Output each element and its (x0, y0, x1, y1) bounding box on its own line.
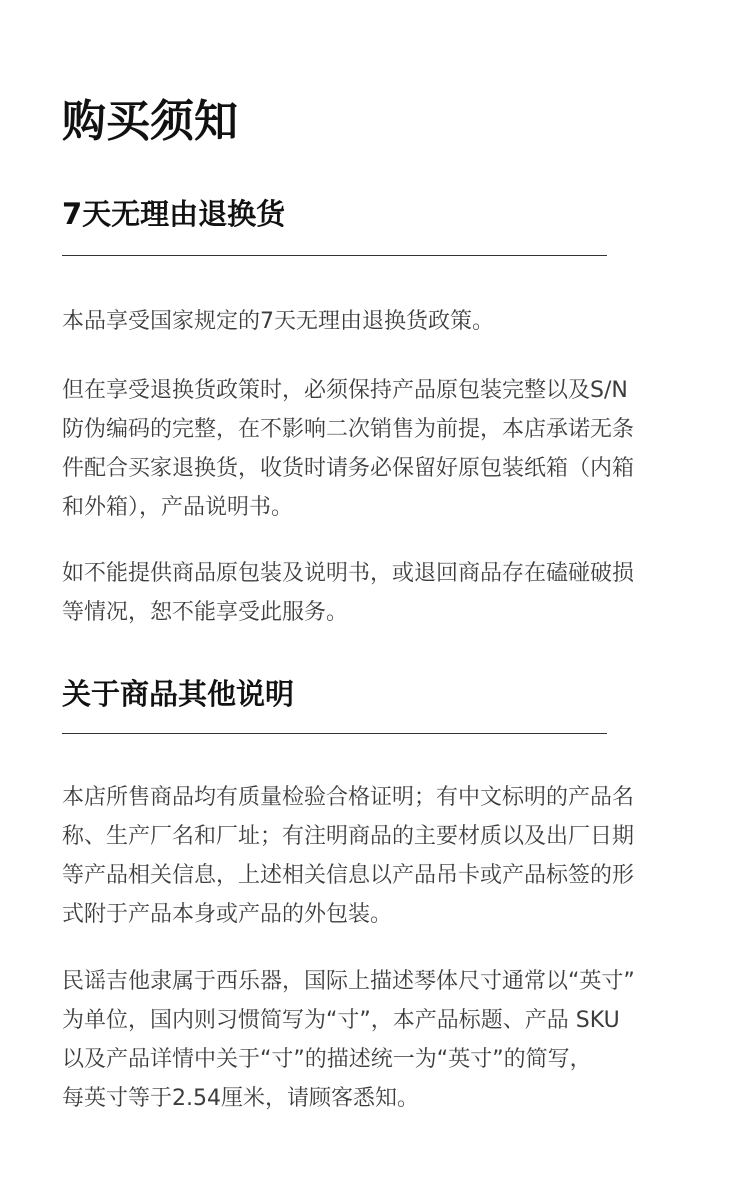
section-divider (62, 255, 607, 256)
paragraph-line: 民谣吉他隶属于西乐器，国际上描述琴体尺寸通常以“英寸” (62, 969, 635, 994)
paragraph-line: 但在享受退换货政策时，必须保持产品原包装完整以及S/N (62, 378, 628, 403)
paragraph-line: 为单位，国内则习惯简写为“寸”，本产品标题、产品 SKU (62, 1008, 620, 1033)
paragraph-line: 等产品相关信息，上述相关信息以产品吊卡或产品标签的形 (62, 863, 635, 888)
paragraph-line: 以及产品详情中关于“寸”的描述统一为“英寸”的简写， (62, 1047, 592, 1072)
paragraph-line: 本店所售商品均有质量检验合格证明；有中文标明的产品名 (62, 785, 635, 810)
paragraph-line: 防伪编码的完整，在不影响二次销售为前提，本店承诺无条 (62, 417, 635, 442)
paragraph-line: 和外箱），产品说明书。 (62, 495, 294, 520)
paragraph-line: 件配合买家退换货，收货时请务必保留好原包装纸箱（内箱 (62, 456, 635, 481)
paragraph-line: 如不能提供商品原包装及说明书，或退回商品存在磕碰破损 (62, 561, 635, 586)
paragraph-returns-policy (62, 302, 692, 341)
page-title: 购买须知 (62, 96, 238, 147)
paragraph-line: 式附于产品本身或产品的外包装。 (62, 902, 393, 927)
paragraph-line: 本品享受国家规定的7天无理由退换货政策。 (62, 309, 494, 334)
paragraph-line: 称、生产厂名和厂址；有注明商品的主要材质以及出厂日期 (62, 824, 635, 849)
paragraph-quality-certification (62, 778, 692, 934)
paragraph-size-units (62, 962, 692, 1118)
paragraph-return-exclusions (62, 554, 692, 632)
paragraph-return-conditions (62, 371, 692, 527)
paragraph-line: 等情况，恕不能享受此服务。 (62, 600, 349, 625)
section-heading-returns: 7天无理由退换货 (62, 197, 286, 231)
section-heading-other-notes: 关于商品其他说明 (62, 677, 295, 711)
paragraph-line: 每英寸等于2.54厘米，请顾客悉知。 (62, 1086, 419, 1111)
section-divider (62, 733, 607, 734)
